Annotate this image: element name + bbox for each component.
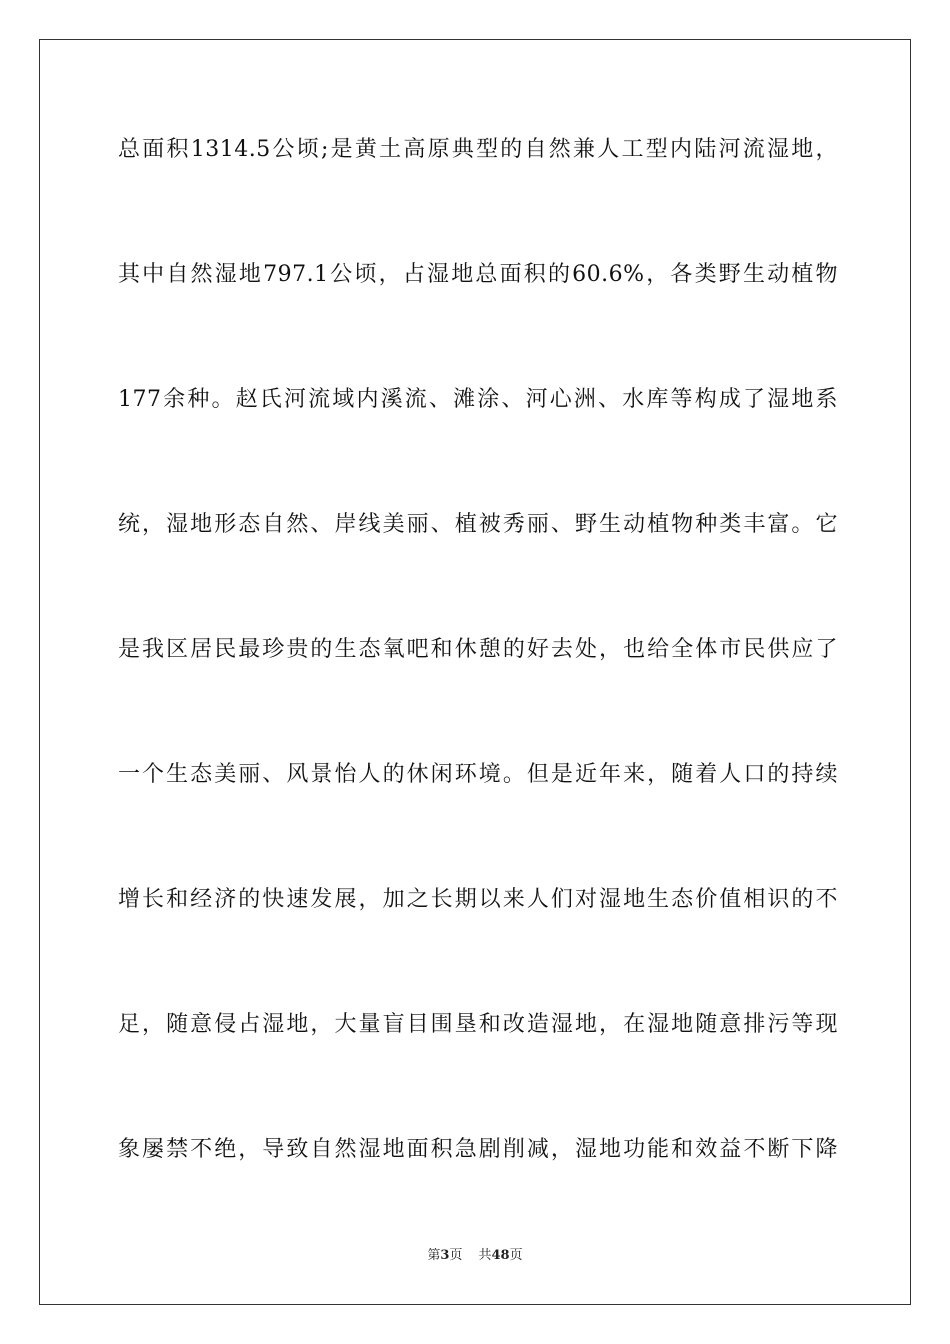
page-border [39, 39, 911, 1305]
text-line-2: 其中自然湿地797.1公顷，占湿地总面积的60.6%，各类野生动植物 [118, 262, 838, 287]
page-footer [0, 1247, 950, 1265]
page-number-suffix: 页 [449, 1248, 463, 1263]
text-line-1: 总面积1314.5公顷;是黄土高原典型的自然兼人工型内陆河流湿地， [118, 137, 838, 162]
text-line-6: 一个生态美丽、风景怡人的休闲环境。但是近年来，随着人口的持续 [118, 762, 838, 787]
page-number-prefix: 第 [427, 1248, 441, 1263]
text-line-5: 是我区居民最珍贵的生态氧吧和休憩的好去处，也给全体市民供应了 [118, 637, 838, 662]
page-total-count: 48 [491, 1248, 510, 1263]
page-number-current: 3 [440, 1248, 450, 1263]
text-line-9: 象屡禁不绝，导致自然湿地面积急剧削减，湿地功能和效益不断下降 [118, 1137, 838, 1162]
text-line-3: 177余种。赵氏河流域内溪流、滩涂、河心洲、水库等构成了湿地系 [118, 387, 838, 412]
text-line-8: 足，随意侵占湿地，大量盲目围垦和改造湿地，在湿地随意排污等现 [118, 1012, 838, 1037]
page-total-suffix: 页 [509, 1248, 523, 1263]
text-line-7: 增长和经济的快速发展，加之长期以来人们对湿地生态价值相识的不 [118, 887, 838, 912]
page-total-prefix: 共 [478, 1248, 492, 1263]
text-line-4: 统，湿地形态自然、岸线美丽、植被秀丽、野生动植物种类丰富。它 [118, 512, 838, 537]
